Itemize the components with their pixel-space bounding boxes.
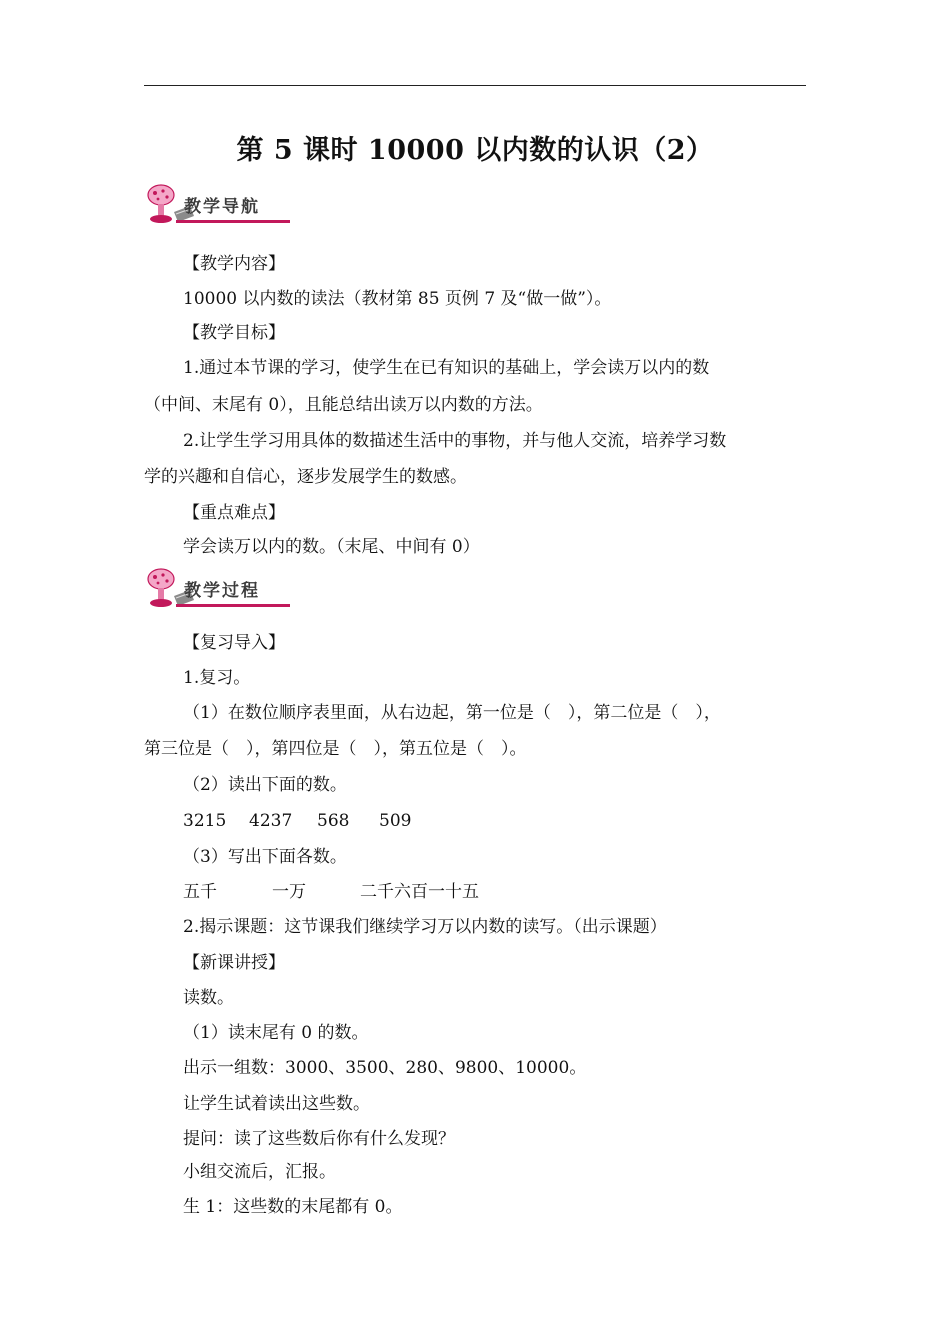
section-banner-process <box>144 566 294 616</box>
page-title: 第 5 课时 10000 以内数的认识（2） <box>236 135 714 166</box>
section-title-process: 教学过程 <box>184 581 260 601</box>
text-line: 第三位是（ ），第四位是（ ），第五位是（ ）。 <box>144 739 527 759</box>
heading-goals: 【教学目标】 <box>183 323 285 343</box>
text-line: 提问：读了这些数后你有什么发现？ <box>183 1129 455 1149</box>
text-line: 2.让学生学习用具体的数描述生活中的事物，并与他人交流，培养学习数 <box>183 431 727 451</box>
word-item: 一万 <box>272 882 306 902</box>
text-line: 10000 以内数的读法（教材第 85 页例 7 及“做一做”）。 <box>183 289 612 309</box>
text-line: （1）在数位顺序表里面，从右边起，第一位是（ ），第二位是（ ）， <box>183 703 721 723</box>
section-banner-nav <box>144 182 294 232</box>
text-line: 生 1：这些数的末尾都有 0。 <box>183 1197 403 1217</box>
heading-key-points: 【重点难点】 <box>183 503 285 523</box>
text-line: 1.通过本节课的学习，使学生在已有知识的基础上，学会读万以内的数 <box>183 358 710 378</box>
heading-review: 【复习导入】 <box>183 633 285 653</box>
word-item: 二千六百一十五 <box>360 882 479 902</box>
number-item: 509 <box>379 811 412 831</box>
header-rule <box>144 85 806 86</box>
text-line: 出示一组数：3000、3500、280、9800、10000。 <box>183 1058 587 1078</box>
text-line: 读数。 <box>183 988 234 1008</box>
section-underline <box>176 220 290 223</box>
word-list <box>183 882 479 902</box>
text-line: （3）写出下面各数。 <box>183 847 347 867</box>
heading-new-lesson: 【新课讲授】 <box>183 953 285 973</box>
text-line: （2）读出下面的数。 <box>183 775 347 795</box>
number-list <box>183 811 411 831</box>
number-item: 3215 <box>183 811 227 831</box>
text-line: （中间、末尾有 0），且能总结出读万以内数的方法。 <box>144 395 543 415</box>
text-line: 学的兴趣和自信心，逐步发展学生的数感。 <box>144 467 467 487</box>
text-line: （1）读末尾有 0 的数。 <box>183 1023 369 1043</box>
text-line: 2.揭示课题：这节课我们继续学习万以内数的读写。（出示课题） <box>183 917 667 937</box>
text-line: 1.复习。 <box>183 668 251 688</box>
text-line: 学会读万以内的数。（末尾、中间有 0） <box>183 537 480 557</box>
number-item: 568 <box>317 811 350 831</box>
word-item: 五千 <box>183 882 217 902</box>
section-underline <box>176 604 290 607</box>
text-line: 让学生试着读出这些数。 <box>183 1094 370 1114</box>
section-title-nav: 教学导航 <box>184 197 260 217</box>
number-item: 4237 <box>249 811 293 831</box>
heading-content: 【教学内容】 <box>183 254 285 274</box>
text-line: 小组交流后，汇报。 <box>183 1162 336 1182</box>
